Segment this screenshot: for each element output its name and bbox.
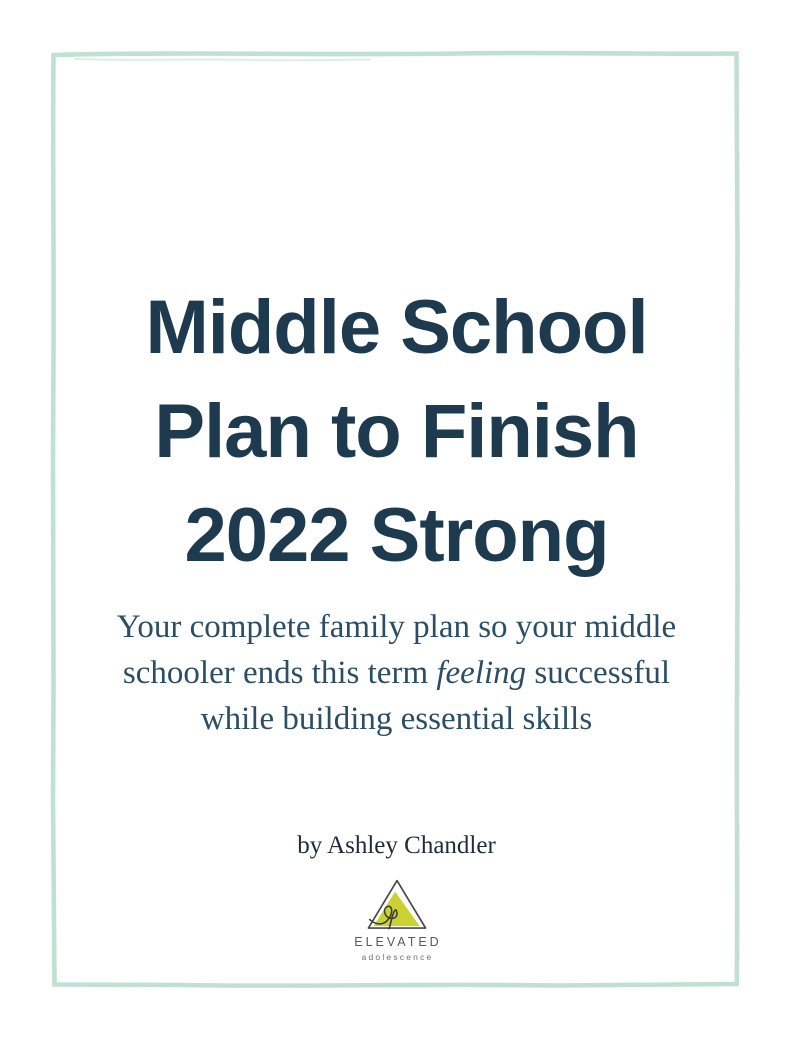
- subtitle-line-2-post: successful: [526, 655, 671, 691]
- title-line-1: Middle School: [145, 285, 648, 370]
- subtitle-line-2-pre: schooler ends this term: [122, 655, 437, 691]
- subtitle-line-3: while building essential skills: [200, 701, 593, 737]
- author-byline: by Ashley Chandler: [297, 832, 496, 859]
- page-subtitle: [60, 604, 733, 742]
- elevated-adolescence-logo: [0, 878, 793, 962]
- subtitle-line-1: Your complete family plan so your middle: [116, 609, 677, 645]
- triangle-cursive-e-logo-icon: [363, 878, 431, 930]
- title-line-3: 2022 Strong: [184, 493, 609, 578]
- page-title: [0, 276, 793, 588]
- title-line-2: Plan to Finish: [154, 389, 639, 474]
- logo-tagline: adolescence: [361, 952, 434, 962]
- logo-wordmark: ELEVATED: [354, 935, 442, 949]
- subtitle-italic-word: feeling: [436, 655, 527, 691]
